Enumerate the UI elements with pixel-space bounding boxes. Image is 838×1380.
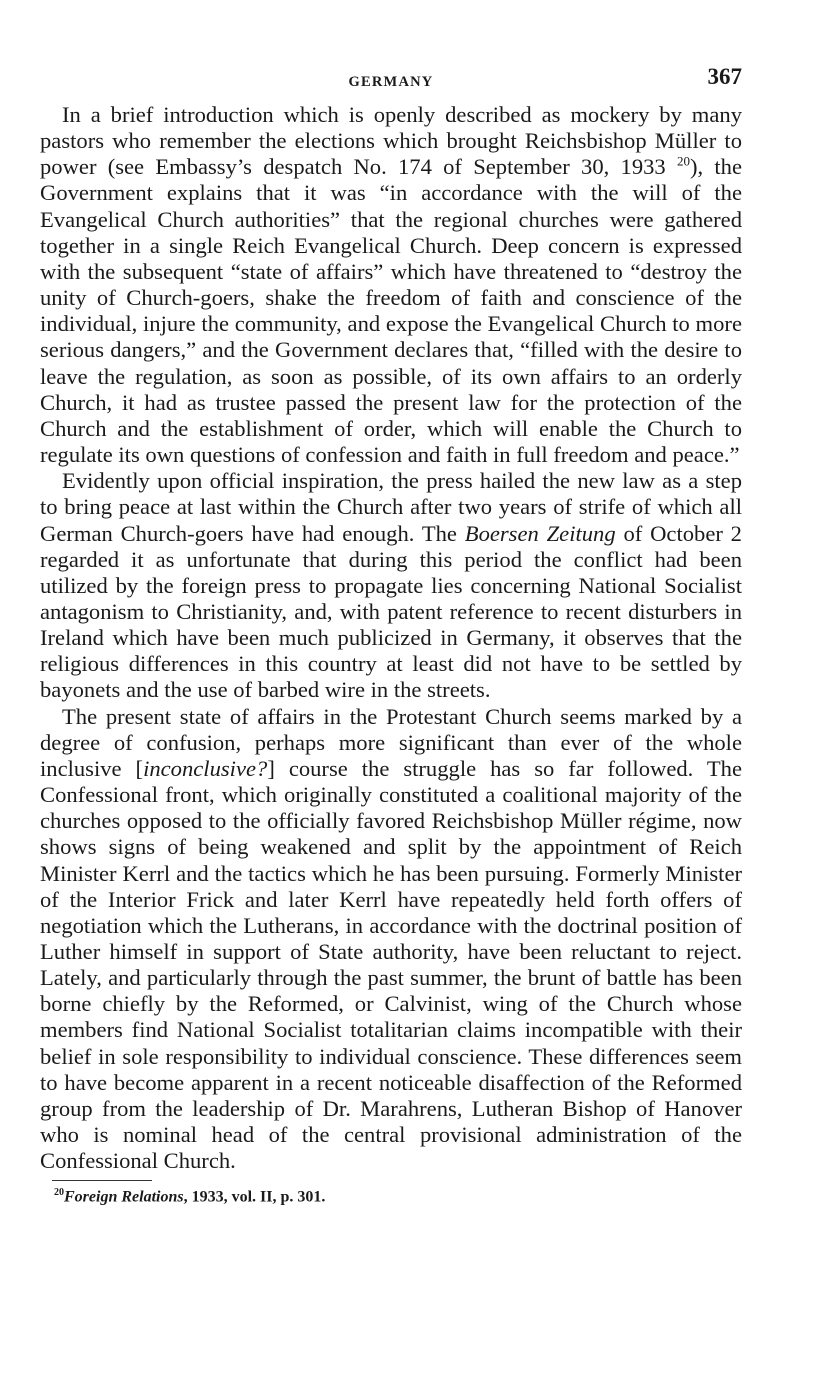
- footnote-reference: 20: [676, 153, 690, 169]
- paragraph: [40, 102, 742, 468]
- paragraph-text: Evidently upon official inspiration, the press hailed the new law as a step to bring peace at last within the Church after two years of strife of which all German Church-goers have had enough. The: [40, 468, 742, 546]
- body-text: [40, 102, 742, 1174]
- paragraph: [40, 704, 742, 1175]
- paragraph: [40, 468, 742, 703]
- running-head: [40, 62, 742, 102]
- newspaper-title: Boersen Zeitung: [464, 520, 616, 546]
- footnote: [54, 1187, 742, 1206]
- editorial-insertion: inconclusive?: [143, 755, 268, 781]
- running-title: GERMANY: [348, 74, 434, 90]
- footnote-citation: , 1933, vol. II, p. 301.: [183, 1188, 326, 1206]
- paragraph-text: ] course the struggle has so far followed. The Confessional front, which originally constituted a coalitional majority of the churches opposed to the officially favored Reichsbishop Müller régime, now shows signs of being weakened and split by the appointment of Reich Minister Kerrl and the tactics which he has been pursuing. Formerly Minister of the Interior Frick and later Kerrl have repeatedly held forth offers of negotiation which the Lutherans, in accordance with the doctrinal position of Luther himself in support of State authority, have been reluctant to reject. Lately, and particularly through the past summer, the brunt of battle has been borne chiefly by the Reformed, or Calvinist, wing of the Church whose members find National Socialist totalitarian claims incompatible with their belief in sole responsibility to individual conscience. These differences seem to have become apparent in a recent noticeable disaffection of the Reformed group from the leadership of Dr. Marahrens, Lutheran Bishop of Hanover who is nominal head of the central provisional administration of the Confessional Church.: [40, 755, 742, 1174]
- footnote-divider: [52, 1180, 152, 1181]
- page-number: 367: [707, 64, 742, 89]
- paragraph-text: of October 2 regarded it as unfortunate that during this period the conflict had been utilized by the foreign press to propagate lies concerning National Socialist antagonism to Christianity, and, with patent reference to recent disturbers in Ireland which have been much publicized in Germany, it observes that the religious differences in this country at least did not have to be settled by bayonets and the use of barbed wire in the streets.: [40, 520, 742, 703]
- paragraph-text: In a brief introduction which is openly described as mockery by many pastors who remember the elections which brought Reichsbishop Müller to power (see Embassy’s despatch No. 174 of September 30, 1933: [40, 102, 742, 180]
- document-page: [40, 62, 742, 1207]
- footnote-marker: 20: [54, 1187, 64, 1199]
- footnote-source: Foreign Relations: [64, 1188, 184, 1206]
- paragraph-text: The present state of affairs in the Protestant Church seems marked by a degree of confusion, perhaps more significant than ever of the whole inclusive [: [40, 703, 742, 781]
- paragraph-text: ), the Government explains that it was “in accordance with the will of the Evangelical Church authorities” that the regional churches were gathered together in a single Reich Evangelical Church. Deep concern is expressed with the subsequent “state of affairs” which have threatened to “destroy the unity of Church-goers, shake the freedom of faith and conscience of the individual, injure the community, and expose the Evangelical Church to more serious dangers,” and the Government declares that, “filled with the desire to leave the regulation, as soon as possible, of its own affairs to an orderly Church, it had as trustee passed the present law for the protection of the Church and the establishment of order, which will enable the Church to regulate its own questions of confession and faith in full freedom and peace.”: [40, 154, 742, 468]
